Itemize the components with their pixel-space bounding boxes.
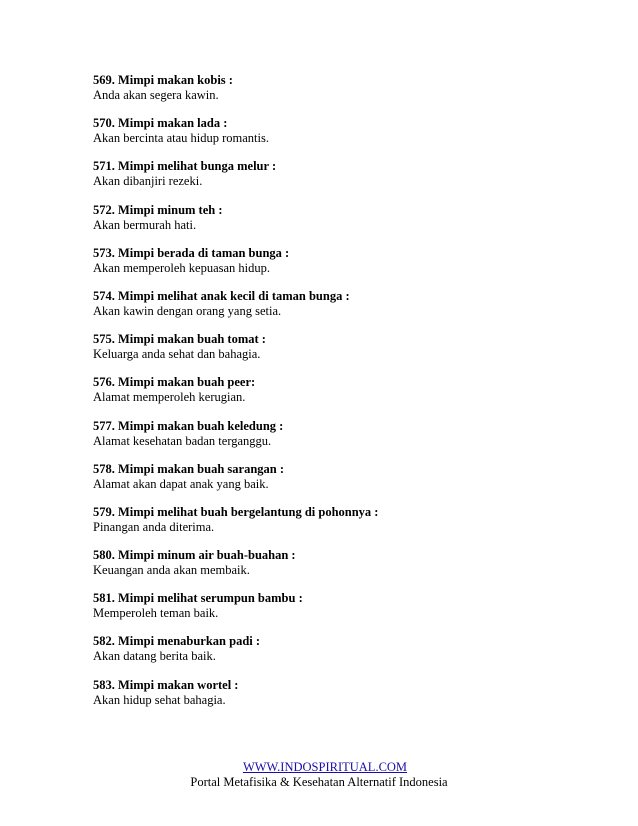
dream-entry xyxy=(93,548,593,591)
dream-entry xyxy=(93,73,593,116)
entry-meaning: Akan memperoleh kepuasan hidup. xyxy=(93,260,271,275)
entry-meaning: Alamat memperoleh kerugian. xyxy=(93,390,246,405)
entry-title: 570. Mimpi makan lada : xyxy=(93,116,228,131)
entry-meaning: Akan bermurah hati. xyxy=(93,217,197,232)
dream-entry xyxy=(93,419,593,462)
dream-entry xyxy=(93,462,593,505)
entry-meaning: Akan dibanjiri rezeki. xyxy=(93,174,203,189)
entry-meaning: Akan hidup sehat bahagia. xyxy=(93,692,226,707)
entry-title: 578. Mimpi makan buah sarangan : xyxy=(93,461,285,476)
website-link[interactable]: WWW.INDOSPIRITUAL.COM xyxy=(242,760,408,774)
entry-meaning: Pinangan anda diterima. xyxy=(93,519,215,534)
dream-entry xyxy=(93,246,593,289)
dream-entry-list xyxy=(93,73,593,721)
dream-entry xyxy=(93,678,593,721)
dream-entry xyxy=(93,289,593,332)
dream-entry xyxy=(93,375,593,418)
entry-title: 573. Mimpi berada di taman bunga : xyxy=(93,245,290,260)
entry-meaning: Keluarga anda sehat dan bahagia. xyxy=(93,347,261,362)
dream-entry xyxy=(93,159,593,202)
entry-meaning: Akan bercinta atau hidup romantis. xyxy=(93,131,269,146)
entry-meaning: Alamat kesehatan badan terganggu. xyxy=(93,433,272,448)
footer-tagline: Portal Metafisika & Kesehatan Alternatif Indonesia xyxy=(190,775,448,789)
dream-entry xyxy=(93,634,593,677)
entry-title: 582. Mimpi menaburkan padi : xyxy=(93,634,261,649)
entry-meaning: Akan kawin dengan orang yang setia. xyxy=(93,303,282,318)
entry-title: 574. Mimpi melihat anak kecil di taman bunga : xyxy=(93,288,350,303)
entry-meaning: Akan datang berita baik. xyxy=(93,649,216,664)
entry-title: 571. Mimpi melihat bunga melur : xyxy=(93,159,277,174)
dream-entry xyxy=(93,203,593,246)
dream-entry xyxy=(93,591,593,634)
entry-title: 580. Mimpi minum air buah-buahan : xyxy=(93,548,296,563)
entry-meaning: Alamat akan dapat anak yang baik. xyxy=(93,476,269,491)
entry-title: 577. Mimpi makan buah keledung : xyxy=(93,418,284,433)
entry-meaning: Keuangan anda akan membaik. xyxy=(93,563,250,578)
page-footer xyxy=(0,760,638,790)
entry-title: 575. Mimpi makan buah tomat : xyxy=(93,332,266,347)
entry-title: 583. Mimpi makan wortel : xyxy=(93,677,239,692)
dream-entry xyxy=(93,505,593,548)
entry-title: 579. Mimpi melihat buah bergelantung di pohonnya : xyxy=(93,504,379,519)
entry-meaning: Anda akan segera kawin. xyxy=(93,88,219,102)
entry-meaning: Memperoleh teman baik. xyxy=(93,606,219,621)
dream-entry xyxy=(93,116,593,159)
entry-title: 581. Mimpi melihat serumpun bambu : xyxy=(93,591,303,606)
entry-title: 569. Mimpi makan kobis : xyxy=(93,73,233,87)
dream-entry xyxy=(93,332,593,375)
entry-title: 576. Mimpi makan buah peer: xyxy=(93,375,256,390)
entry-title: 572. Mimpi minum teh : xyxy=(93,202,223,217)
